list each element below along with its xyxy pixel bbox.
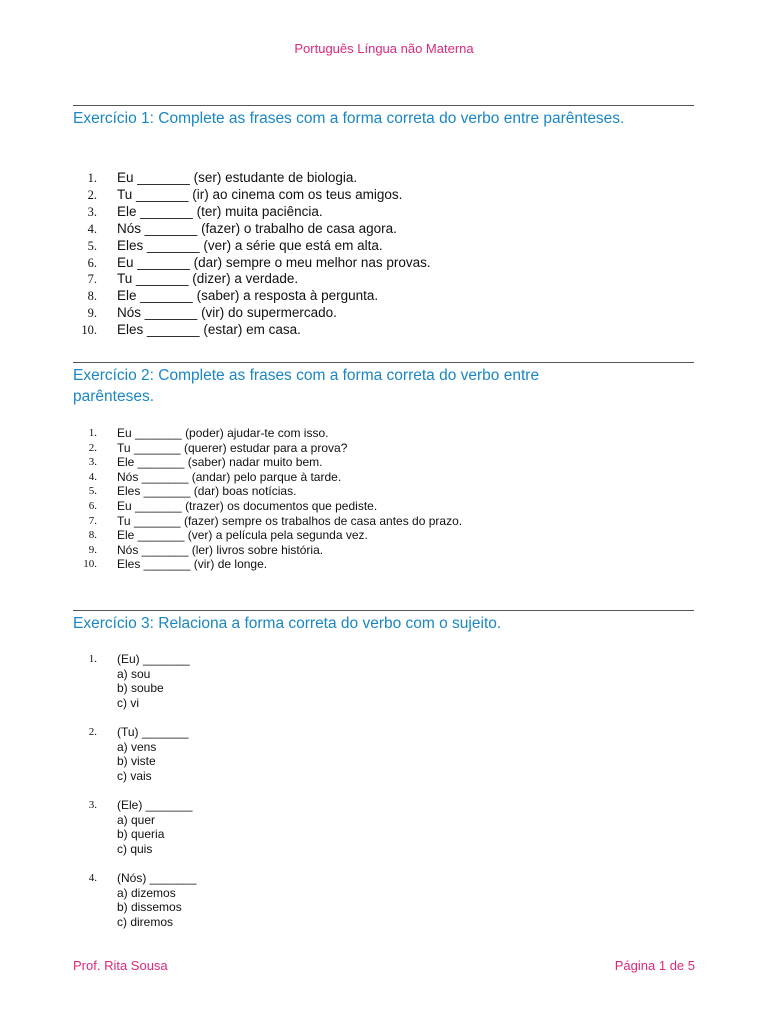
item-text: Eles _______ (vir) de longe. xyxy=(117,557,268,572)
item-number: 7. xyxy=(87,272,97,287)
item-text: Ele _______ (ter) muita paciência. xyxy=(117,203,323,219)
item-number: 6. xyxy=(88,499,97,512)
exercise-2-title: Exercício 2: Complete as frases com a forma correta do verbo entre parênteses. xyxy=(73,367,540,405)
item-number: 1. xyxy=(88,427,97,439)
list-item xyxy=(73,798,196,856)
item-number: 3. xyxy=(87,204,97,219)
item-text: Eles _______ (ver) a série que está em alta. xyxy=(117,237,383,253)
list-item xyxy=(73,528,462,543)
item-number: 10. xyxy=(81,323,97,338)
list-item xyxy=(73,455,462,470)
list-item xyxy=(73,871,196,929)
item-text: Ele _______ (saber) nadar muito bem. xyxy=(117,455,323,470)
list-item xyxy=(73,725,196,783)
item-text: Tu _______ (fazer) sempre os trabalhos de casa antes do prazo. xyxy=(117,513,463,528)
item-number: 9. xyxy=(88,543,97,556)
option-c: c) diremos xyxy=(117,914,174,929)
item-number: 8. xyxy=(87,289,97,304)
list-item xyxy=(73,514,462,529)
item-text: Ele _______ (ver) a película pela segunda vez. xyxy=(117,528,368,543)
divider xyxy=(73,105,694,106)
exercise-1-list xyxy=(73,170,431,339)
option-c: c) vais xyxy=(117,768,152,783)
option-a: a) vens xyxy=(117,739,157,754)
option-a: a) dizemos xyxy=(117,885,176,900)
option-b: b) viste xyxy=(117,754,156,769)
item-text: Eu _______ (ser) estudante de biologia. xyxy=(117,170,358,185)
exercise-3-title: Exercício 3: Relaciona a forma correta do verbo com o sujeito. xyxy=(73,615,502,632)
exercise-3-list xyxy=(73,652,196,944)
item-text: Eu _______ (dar) sempre o meu melhor nas provas. xyxy=(117,254,431,270)
list-item xyxy=(73,499,462,514)
item-text: Tu _______ (ir) ao cinema com os teus amigos. xyxy=(117,186,403,202)
list-item xyxy=(73,305,431,322)
item-text: Tu _______ (dizer) a verdade. xyxy=(117,271,299,287)
exercise-2-list xyxy=(73,426,462,572)
list-item xyxy=(73,543,462,558)
item-text: Nós _______ (fazer) o trabalho de casa agora. xyxy=(117,220,397,236)
option-c: c) vi xyxy=(117,695,139,710)
list-item xyxy=(73,204,431,221)
item-number: 5. xyxy=(87,238,97,253)
item-number: 1. xyxy=(88,653,97,665)
item-number: 4. xyxy=(88,871,97,884)
list-item xyxy=(73,238,431,255)
list-item xyxy=(73,322,431,339)
list-item xyxy=(73,557,462,572)
item-number: 10. xyxy=(83,558,97,571)
item-number: 2. xyxy=(88,725,97,738)
list-item xyxy=(73,470,462,485)
option-b: b) soube xyxy=(117,681,164,696)
item-text: Eles _______ (dar) boas notícias. xyxy=(117,484,297,499)
item-number: 2. xyxy=(87,187,97,202)
item-stem: (Tu) _______ xyxy=(117,724,189,739)
item-text: Eu _______ (poder) ajudar-te com isso. xyxy=(117,426,329,440)
option-c: c) quis xyxy=(117,841,153,856)
list-item xyxy=(73,221,431,238)
item-text: Eu _______ (trazer) os documentos que pediste. xyxy=(117,498,378,513)
option-a: a) sou xyxy=(117,666,151,681)
list-item xyxy=(73,288,431,305)
option-b: b) dissemos xyxy=(117,900,182,915)
item-number: 5. xyxy=(88,485,97,498)
item-stem: (Nós) _______ xyxy=(117,870,197,885)
list-item xyxy=(73,426,462,441)
item-number: 6. xyxy=(87,255,97,270)
item-number: 3. xyxy=(88,456,97,469)
list-item xyxy=(73,652,196,710)
list-item xyxy=(73,441,462,456)
list-item xyxy=(73,170,431,187)
page-header: Português Língua não Materna xyxy=(294,41,474,56)
item-number: 2. xyxy=(88,441,97,454)
item-number: 8. xyxy=(88,529,97,542)
list-item xyxy=(73,271,431,288)
item-text: Nós _______ (ler) livros sobre história. xyxy=(117,542,324,557)
option-a: a) quer xyxy=(117,812,156,827)
item-number: 9. xyxy=(87,306,97,321)
item-text: Eles _______ (estar) em casa. xyxy=(117,322,301,338)
item-number: 3. xyxy=(88,798,97,811)
item-stem: (Ele) _______ xyxy=(117,797,193,812)
footer-page-number: Página 1 de 5 xyxy=(614,958,695,973)
footer-author: Prof. Rita Sousa xyxy=(73,958,168,973)
item-text: Ele _______ (saber) a resposta à pergunta. xyxy=(117,288,379,304)
item-number: 4. xyxy=(88,470,97,483)
list-item xyxy=(73,255,431,272)
divider xyxy=(73,610,694,611)
exercise-1-title: Exercício 1: Complete as frases com a forma correta do verbo entre parênteses. xyxy=(73,110,625,127)
item-text: Nós _______ (vir) do supermercado. xyxy=(117,305,337,321)
item-number: 4. xyxy=(87,221,97,236)
list-item xyxy=(73,484,462,499)
list-item xyxy=(73,187,431,204)
item-number: 7. xyxy=(88,514,97,527)
item-text: Tu _______ (querer) estudar para a prova? xyxy=(117,440,348,455)
item-text: Nós _______ (andar) pelo parque à tarde. xyxy=(117,469,342,484)
option-b: b) queria xyxy=(117,827,165,842)
item-stem: (Eu) _______ xyxy=(117,652,190,666)
item-number: 1. xyxy=(87,171,97,185)
divider xyxy=(73,362,694,363)
